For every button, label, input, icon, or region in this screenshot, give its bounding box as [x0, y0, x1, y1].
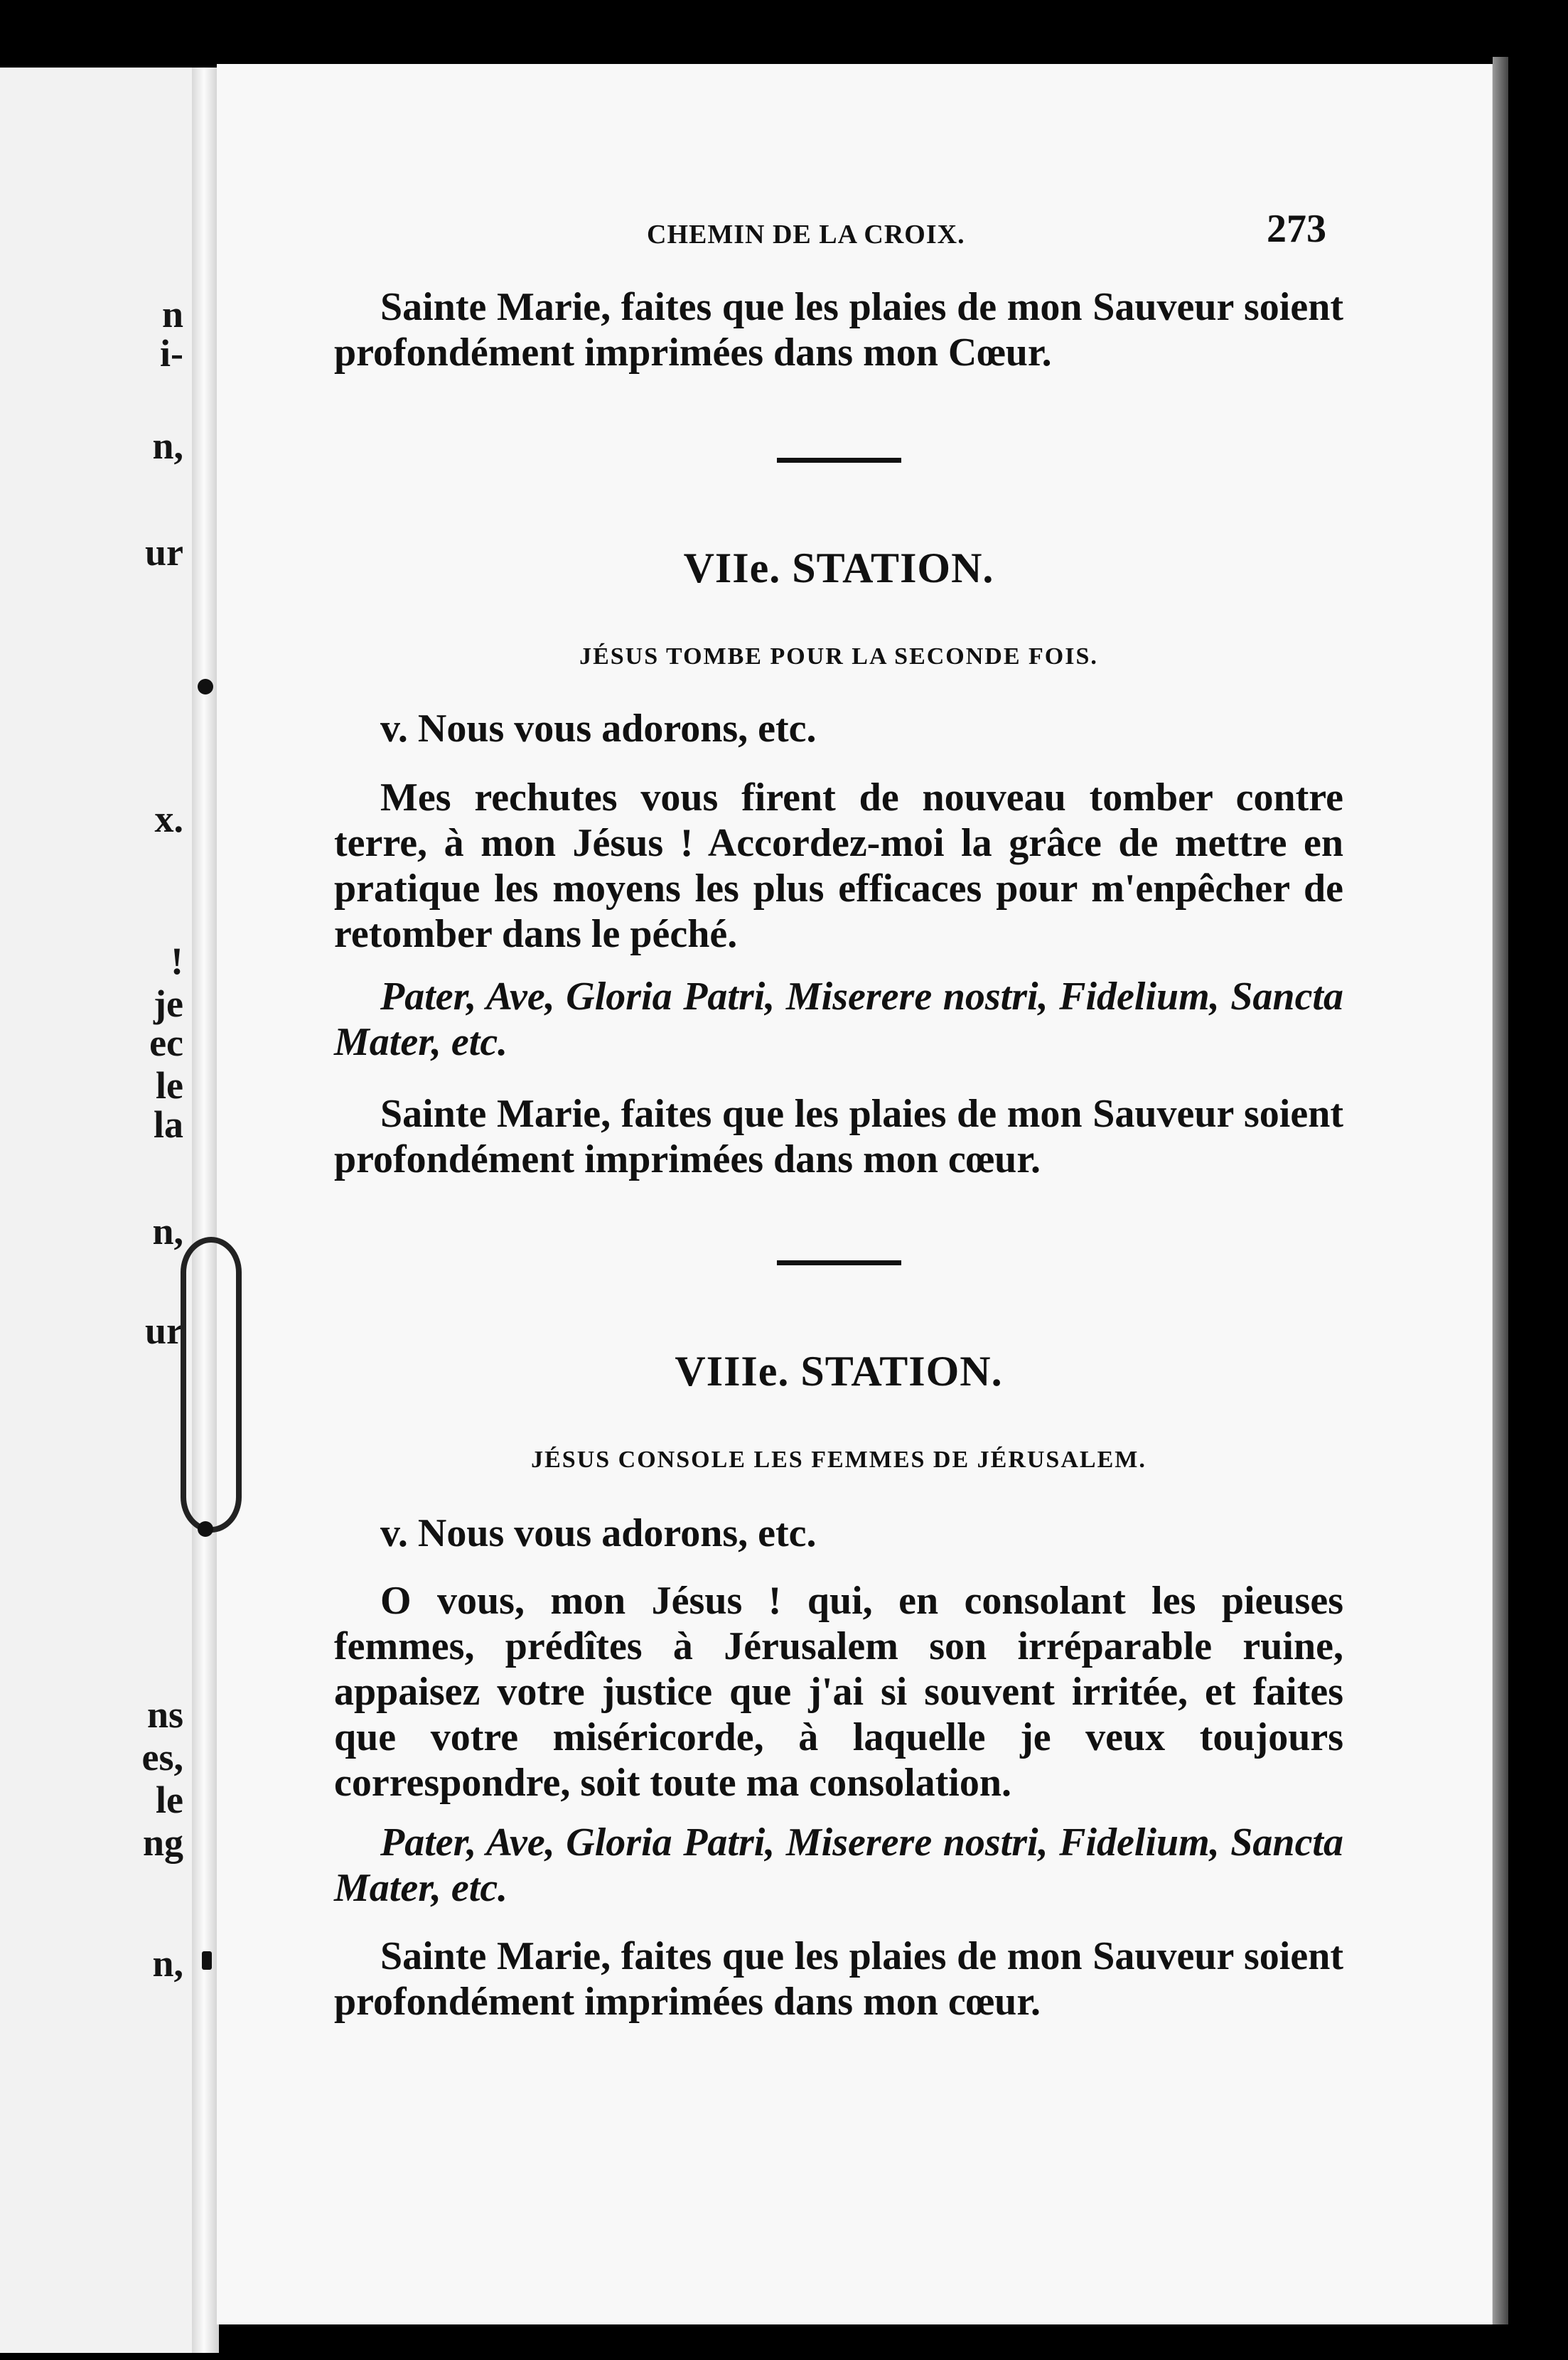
station-subtitle: JÉSUS CONSOLE LES FEMMES DE JÉRUSALEM. — [531, 1447, 1147, 1473]
left-page-text: n, — [152, 1942, 183, 1985]
station-title: VIIIe. STATION. — [675, 1348, 1003, 1395]
section-divider — [777, 458, 901, 463]
station-prayer: O vous, mon Jésus ! qui, en consolant les pieuses femmes, prédîtes à Jérusalem son irréparable ruine, appaisez votre justice que j'ai si souvent irritée, et faites que votre miséricorde, à laquelle je veux toujours correspondre, soit toute ma consolation. — [334, 1579, 1343, 1805]
left-page-text: ng — [142, 1821, 183, 1864]
versicle: v. Nous vous adorons, etc. — [380, 1511, 817, 1555]
binding-stitch-icon — [198, 679, 213, 694]
binding-stitch-icon — [198, 1521, 213, 1537]
page-number: 273 — [1267, 207, 1326, 251]
left-page-text: ur — [145, 1309, 183, 1352]
closing-prayer: Sainte Marie, faites que les plaies de mon Sauveur soient profondément imprimées dans mon cœur. — [334, 1934, 1343, 2024]
versicle: v. Nous vous adorons, etc. — [380, 707, 817, 751]
station-prayer: Mes rechutes vous firent de nouveau tomber contre terre, à mon Jésus ! Accordez-moi la grâce de mettre en pratique les moyens les plus efficaces pour m'enpêcher de retomber dans le péché. — [334, 776, 1343, 956]
left-page-text: x. — [154, 798, 183, 840]
left-page-text: n, — [152, 1210, 183, 1253]
left-page-text: ! — [171, 940, 183, 982]
binding-thread-icon — [181, 1237, 242, 1533]
left-page-fragment — [0, 68, 192, 2353]
left-page-text: ur — [145, 531, 183, 574]
station-subtitle: JÉSUS TOMBE POUR LA SECONDE FOIS. — [579, 643, 1098, 670]
book-gutter — [192, 68, 219, 2353]
litany: Pater, Ave, Gloria Patri, Miserere nostri, Fidelium, Sancta Mater, etc. — [334, 975, 1343, 1064]
left-page-text: n, — [152, 424, 183, 467]
left-page-text: le — [156, 1779, 183, 1821]
station-title: VIIe. STATION. — [683, 545, 994, 591]
left-page-text: i- — [160, 332, 183, 375]
running-title: CHEMIN DE LA CROIX. — [647, 220, 965, 250]
section-divider — [777, 1260, 901, 1265]
closing-prayer: Sainte Marie, faites que les plaies de mon Sauveur soient profondément imprimées dans mon Cœur. — [334, 285, 1343, 375]
left-page-text: ns — [146, 1693, 183, 1736]
page-edge — [1493, 57, 1508, 2324]
litany: Pater, Ave, Gloria Patri, Miserere nostri, Fidelium, Sancta Mater, etc. — [334, 1820, 1343, 1910]
left-page-text: la — [153, 1103, 183, 1146]
left-page-text: n — [161, 293, 183, 336]
left-page-text: le — [156, 1064, 183, 1107]
left-page-text: ec — [149, 1021, 183, 1064]
left-page-text: es, — [141, 1736, 183, 1779]
binding-stitch-icon — [202, 1951, 212, 1970]
closing-prayer: Sainte Marie, faites que les plaies de mon Sauveur soient profondément imprimées dans mon cœur. — [334, 1092, 1343, 1181]
left-page-text: je — [154, 982, 183, 1025]
